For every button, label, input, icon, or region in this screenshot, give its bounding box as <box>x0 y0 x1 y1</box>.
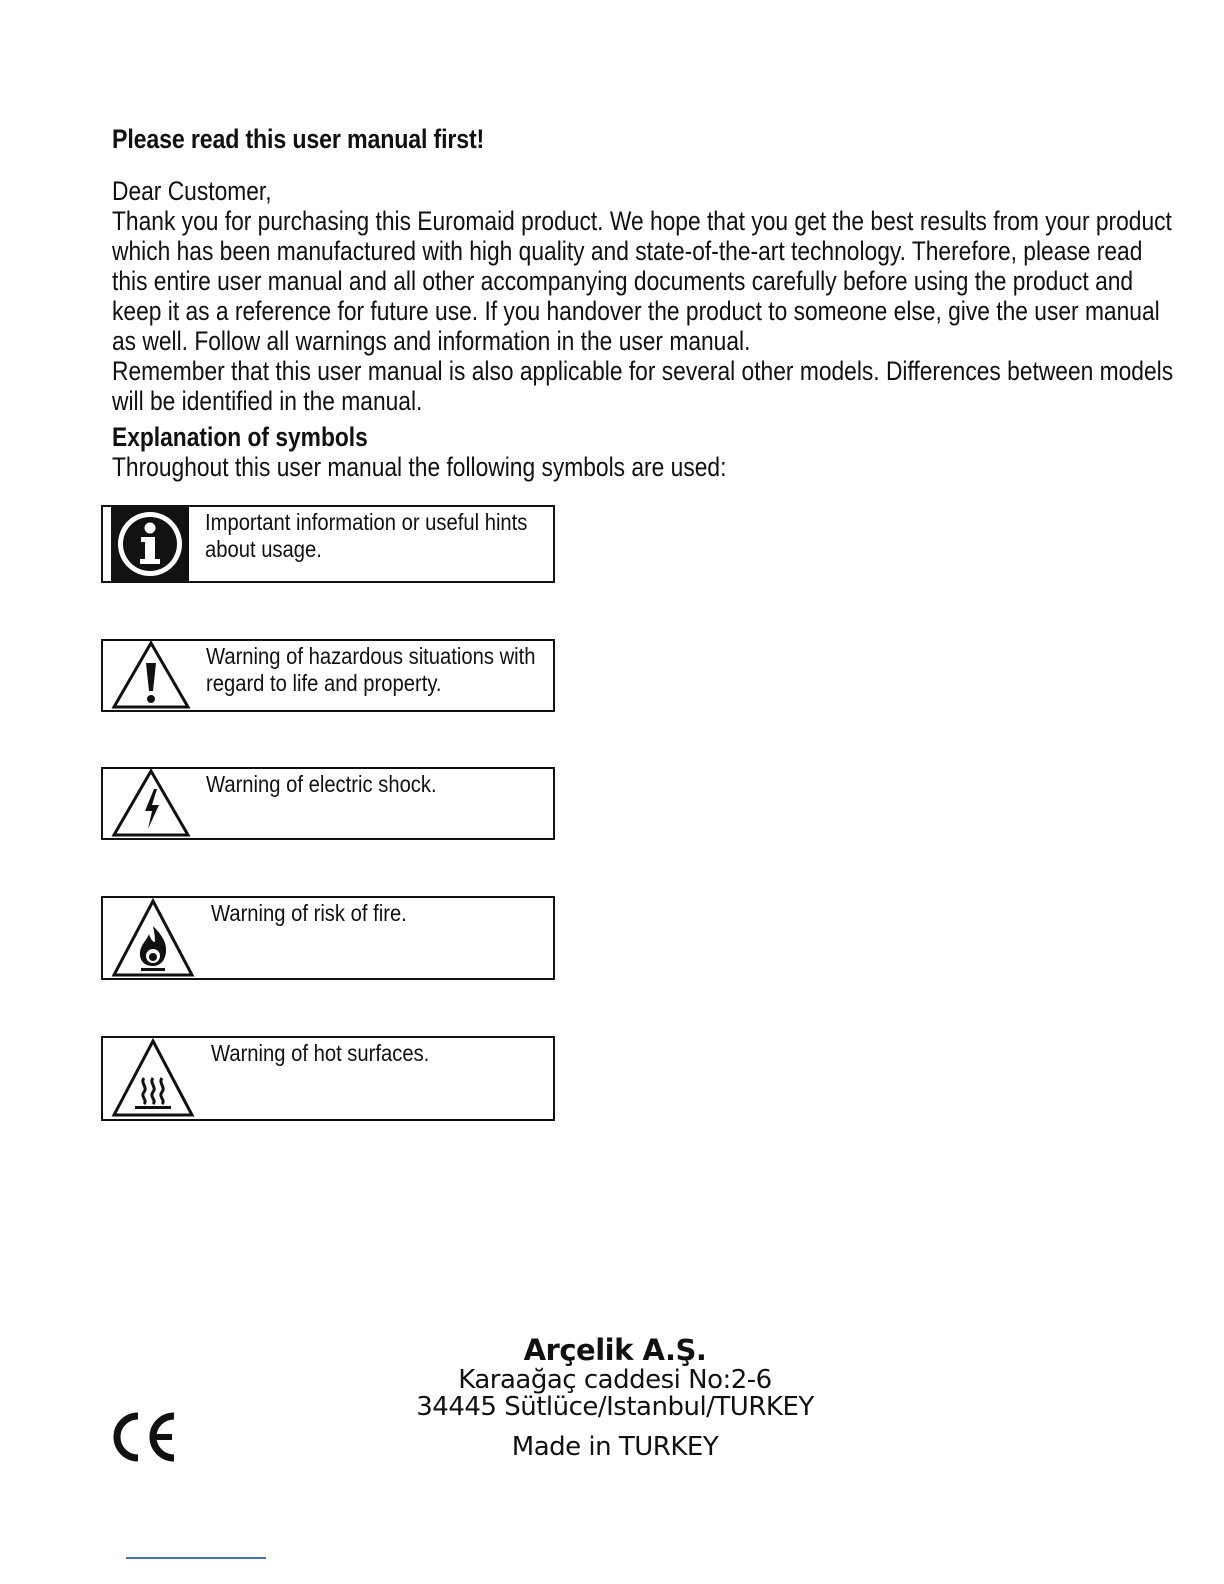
company-name: Arçelik A.Ş. <box>523 1333 707 1367</box>
symbols-heading: Explanation of symbols <box>112 422 368 452</box>
symbol-text: about usage. <box>205 536 322 562</box>
info-icon <box>111 507 189 581</box>
electric-shock-icon <box>111 769 191 837</box>
warning-exclamation-icon <box>111 641 191 709</box>
symbol-text: Important information or useful hints <box>205 509 528 535</box>
intro-line: as well. Follow all warnings and information in the user manual. <box>112 326 751 356</box>
symbols-intro: Throughout this user manual the following symbols are used: <box>112 452 727 482</box>
intro-line: Thank you for purchasing this Euromaid product. We hope that you get the best results from your product <box>112 206 1172 236</box>
symbol-text: regard to life and property. <box>206 670 442 696</box>
fire-risk-icon <box>111 898 195 978</box>
hot-surface-icon <box>111 1038 195 1118</box>
symbol-box-info <box>101 505 555 583</box>
intro-line: Remember that this user manual is also applicable for several other models. Differences between models <box>112 356 1174 386</box>
street-address: Karaağaç caddesi No:2-6 <box>458 1365 772 1395</box>
symbol-text: Warning of electric shock. <box>206 771 437 797</box>
bottom-divider <box>126 1557 266 1559</box>
symbol-text: Warning of hot surfaces. <box>211 1040 430 1066</box>
intro-line: Dear Customer, <box>112 176 272 206</box>
city-address: 34445 Sütlüce/Istanbul/TURKEY <box>416 1392 814 1422</box>
made-in: Made in TURKEY <box>511 1432 719 1462</box>
symbol-box-electric-shock <box>101 767 555 840</box>
intro-line: which has been manufactured with high quality and state-of-the-art technology. Therefore, please read <box>112 236 1143 266</box>
symbol-box-hazard <box>101 639 555 712</box>
intro-line: will be identified in the manual. <box>112 386 423 416</box>
symbol-text: Warning of risk of fire. <box>211 900 407 926</box>
intro-line: this entire user manual and all other accompanying documents carefully before using the product and <box>112 266 1134 296</box>
symbol-text: Warning of hazardous situations with <box>206 643 536 669</box>
ce-mark-icon <box>110 1412 180 1462</box>
page-title: Please read this user manual first! <box>112 124 485 154</box>
intro-paragraph <box>112 176 1224 416</box>
symbol-box-fire <box>101 896 555 980</box>
symbol-box-hot-surface <box>101 1036 555 1121</box>
manufacturer-address <box>380 1333 850 1463</box>
intro-line: keep it as a reference for future use. If you handover the product to someone else, give the user manual <box>112 296 1160 326</box>
